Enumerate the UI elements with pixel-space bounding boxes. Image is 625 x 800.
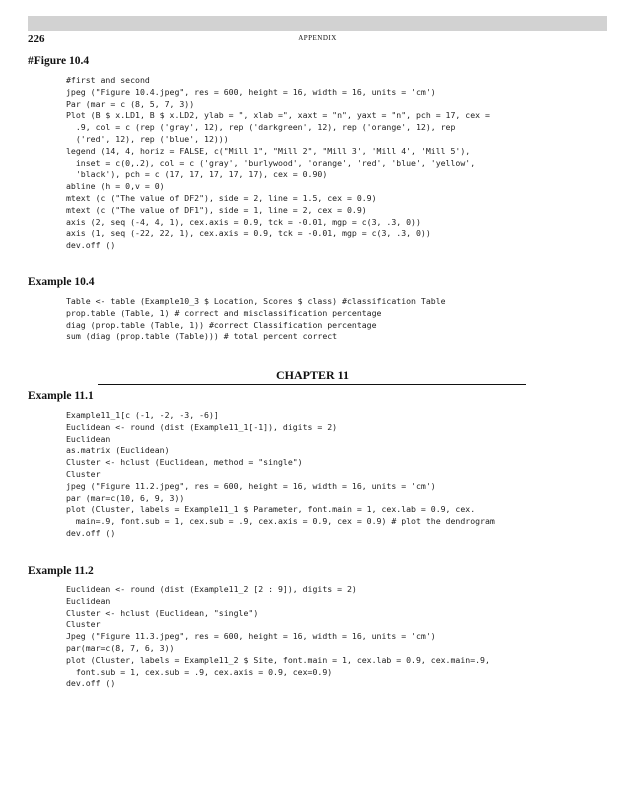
chapter-heading: CHAPTER 11 [275, 368, 349, 382]
code-line: Example11_1[c (-1, -2, -3, -6)] [66, 410, 219, 420]
code-line: #first and second [66, 75, 150, 85]
code-line: Cluster <- hclust (Euclidean, "single") [66, 607, 259, 618]
running-title: APPENDIX [298, 34, 337, 42]
code-line: Euclidean <- round (dist (Example11_1[-1]), digits = 2) [66, 421, 338, 432]
code-line: Par (mar = c (8, 5, 7, 3)) [66, 98, 195, 109]
section-title-example-10-4: Example 10.4 [28, 276, 95, 288]
code-line: font.sub = 1, cex.sub = .9, cex.axis = 0.9, cex=0.9) [66, 666, 333, 677]
code-line: Plot (B $ x.LD1, B $ x.LD2, ylab = ", xlab =", xaxt = "n", yaxt = "n", pch = 17, cex = [66, 110, 490, 121]
page-header [28, 33, 607, 47]
code-line: ('red', 12), rep ('blue', 12))) [66, 133, 229, 144]
code-line: Cluster [66, 619, 101, 630]
code-line: diag (prop.table (Table, 1)) #correct Classification percentage [66, 319, 377, 330]
code-line: plot (Cluster, labels = Example11_1 $ Parameter, font.main = 1, cex.lab = 0.9, cex. [66, 504, 476, 515]
code-block-figure-10-4 [66, 75, 490, 252]
code-line: Cluster [66, 468, 101, 479]
code-line: jpeg ("Figure 10.4.jpeg", res = 600, height = 16, width = 16, units = 'cm') [66, 86, 436, 97]
code-line: prop.table (Table, 1) # correct and misclassification percentage [66, 307, 382, 318]
code-line: mtext (c ("The value of DF2"), side = 2, line = 1.5, cex = 0.9) [66, 192, 377, 203]
code-line: as.matrix (Euclidean) [66, 445, 170, 456]
header-bar [28, 16, 607, 31]
code-block-example-11-2 [66, 584, 490, 690]
code-line: Euclidean <- round (dist (Example11_2 [2 : 9]), digits = 2) [66, 584, 357, 594]
code-block-example-11-1 [66, 410, 495, 540]
code-line: Jpeg ("Figure 11.3.jpeg", res = 600, height = 16, width = 16, units = 'cm') [66, 631, 436, 642]
code-line: dev.off () [66, 527, 116, 538]
code-line: Euclidean [66, 433, 111, 444]
code-line: par (mar=c(10, 6, 9, 3)) [66, 492, 185, 503]
code-line: .9, col = c (rep ('gray', 12), rep ('darkgreen', 12), rep ('orange', 12), rep [66, 122, 456, 133]
code-line: 'black'), pch = c (17, 17, 17, 17, 17), cex = 0.90) [66, 169, 328, 180]
code-line: plot (Cluster, labels = Example11_2 $ Site, font.main = 1, cex.lab = 0.9, cex.main=.9, [66, 654, 490, 665]
code-line: abline (h = 0,v = 0) [66, 181, 165, 192]
code-line: dev.off () [66, 678, 116, 689]
chapter-rule [98, 384, 526, 385]
code-line: axis (1, seq (-22, 22, 1), cex.axis = 0.9, tck = -0.01, mgp = c(3, .3, 0)) [66, 228, 431, 239]
section-title-figure-10-4: #Figure 10.4 [28, 55, 90, 67]
code-line: Table <- table (Example10_3 $ Location, Scores $ class) #classification Table [66, 296, 446, 306]
code-line: Euclidean [66, 595, 111, 606]
page-number: 226 [28, 33, 45, 45]
code-line: main=.9, font.sub = 1, cex.sub = .9, cex.axis = 0.9, cex = 0.9) # plot the dendrogram [66, 516, 495, 527]
code-line: legend (14, 4, horiz = FALSE, c("Mill 1", "Mill 2", "Mill 3', 'Mill 4', 'Mill 5'), [66, 145, 471, 156]
code-line: par(mar=c(8, 7, 6, 3)) [66, 642, 175, 653]
code-line: sum (diag (prop.table (Table))) # total percent correct [66, 331, 338, 342]
code-line: axis (2, seq (-4, 4, 1), cex.axis = 0.9, tck = -0.01, mgp = c(3, .3, 0)) [66, 216, 421, 227]
code-line: dev.off () [66, 240, 116, 251]
code-line: mtext (c ("The value of DF1"), side = 1, line = 2, cex = 0.9) [66, 204, 367, 215]
code-line: inset = c(0,.2), col = c ('gray', 'burlywood', 'orange', 'red', 'blue', 'yellow', [66, 157, 476, 168]
code-block-example-10-4 [66, 296, 446, 343]
code-line: jpeg ("Figure 11.2.jpeg", res = 600, height = 16, width = 16, units = 'cm') [66, 480, 436, 491]
section-title-example-11-2: Example 11.2 [28, 565, 94, 577]
code-line: Cluster <- hclust (Euclidean, method = "single") [66, 457, 303, 468]
section-title-example-11-1: Example 11.1 [28, 390, 94, 402]
